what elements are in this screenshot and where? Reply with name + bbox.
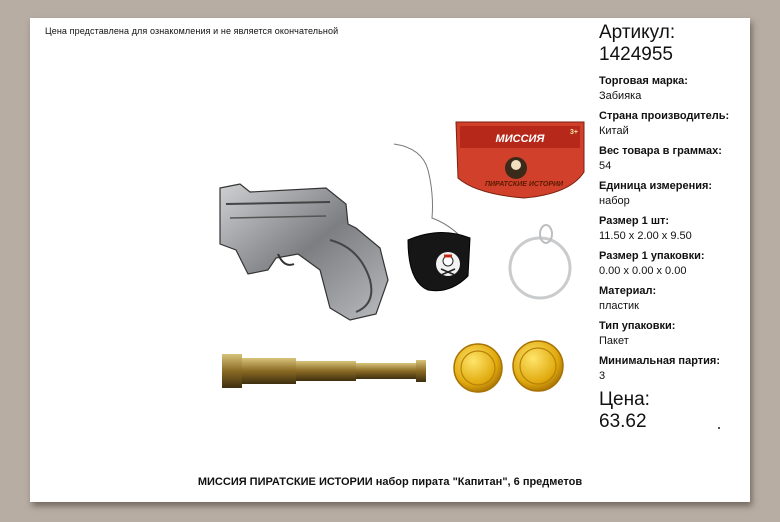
earring (510, 225, 570, 298)
price-label: Цена: (599, 389, 650, 410)
article-value: 1424955 (599, 44, 673, 65)
spec-key: Единица измерения: (599, 180, 713, 192)
spec-key: Минимальная партия: (599, 355, 720, 367)
spec-row (599, 354, 749, 383)
spec-key: Страна производитель: (599, 110, 730, 122)
spec-panel (599, 22, 749, 441)
marker-dot (718, 427, 720, 429)
eye-patch (408, 232, 470, 290)
spec-row (599, 74, 749, 103)
spec-row (599, 144, 749, 173)
package-brand: МИССИЯ (495, 133, 545, 145)
package-title: ПИРАТСКИЕ ИСТОРИИ (484, 181, 564, 188)
price-disclaimer: Цена представлена для ознакомления и не является окончательной (45, 26, 339, 36)
spyglass (222, 354, 426, 388)
spec-value: 11.50 x 2.00 x 9.50 (599, 230, 692, 242)
package-age: 3+ (570, 129, 578, 136)
price-value: 63.62 (599, 411, 647, 432)
spec-key: Тип упаковки: (599, 320, 676, 332)
spec-key: Размер 1 шт: (599, 215, 670, 227)
spec-key: Материал: (599, 285, 657, 297)
product-caption: МИССИЯ ПИРАТСКИЕ ИСТОРИИ набор пирата "Капитан", 6 предметов (197, 476, 583, 488)
spec-row (599, 179, 749, 208)
spec-key: Торговая марка: (599, 75, 688, 87)
spec-value: Пакет (599, 335, 629, 347)
spec-value: 54 (599, 160, 612, 172)
spec-value: Китай (599, 125, 629, 137)
spec-key: Размер 1 упаковки: (599, 250, 705, 262)
spec-row (599, 109, 749, 138)
article-label: Артикул: (599, 22, 676, 43)
spec-row (599, 284, 749, 313)
spec-row (599, 319, 749, 348)
gold-coins (454, 341, 563, 392)
package-card (394, 122, 584, 236)
spec-key: Вес товара в граммах: (599, 145, 722, 157)
spec-value: Забияка (599, 90, 642, 102)
product-card (30, 18, 750, 502)
product-image (30, 18, 590, 458)
spec-row (599, 249, 749, 278)
spec-value: 3 (599, 370, 606, 382)
spec-value: пластик (599, 300, 639, 312)
spec-value: 0.00 x 0.00 x 0.00 (599, 265, 687, 277)
toy-pistol (220, 184, 388, 320)
spec-value: набор (599, 195, 630, 207)
spec-row (599, 214, 749, 243)
